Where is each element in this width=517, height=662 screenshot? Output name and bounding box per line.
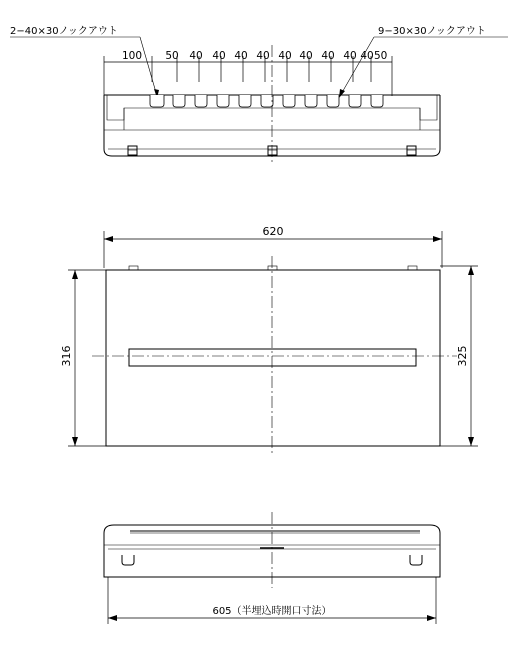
height-right-arrow-top (468, 266, 474, 275)
spacing-label: 40 (343, 50, 357, 62)
spacing-label: 40 (189, 50, 203, 62)
knockout-left-leader (140, 37, 157, 96)
height-right-arrow-bottom (468, 437, 474, 446)
spacing-label: 40 (321, 50, 335, 62)
opening-label: 605（半埋込時開口寸法） (212, 606, 332, 617)
knockout (305, 95, 317, 107)
spacing-label: 50 (374, 50, 388, 62)
height-left-arrow-bottom (72, 437, 78, 446)
knockout-right-leader (340, 37, 374, 96)
knockout-left-label: 2−40×30ノックアウト (10, 26, 118, 37)
bottom-view (104, 512, 440, 624)
knockout (195, 95, 207, 107)
knockout (261, 95, 273, 107)
height-right-label: 325 (456, 345, 469, 367)
mounting-tab-center (268, 146, 277, 155)
spacing-label: 40 (256, 50, 270, 62)
width-label: 620 (262, 225, 284, 238)
knockout (371, 95, 383, 107)
front-view (60, 225, 478, 456)
knockout (150, 95, 164, 107)
knockout (217, 95, 229, 107)
top-clip-right (408, 266, 417, 270)
width-arrow-left (104, 236, 113, 242)
knockout (327, 95, 339, 107)
bottom-foot-left (122, 555, 134, 565)
top-clip-left (129, 266, 138, 270)
bottom-foot-right (410, 555, 422, 565)
spacing-label: 40 (299, 50, 313, 62)
width-arrow-right (433, 236, 442, 242)
spacing-label: 50 (165, 50, 179, 62)
height-left-label: 316 (60, 345, 73, 367)
knockout (239, 95, 251, 107)
spacing-label: 40 (360, 50, 374, 62)
spacing-label: 40 (212, 50, 226, 62)
opening-arrow-right (427, 615, 436, 621)
knockout-right-label: 9−30×30ノックアウト (378, 26, 486, 37)
knockout-right-leader-arrow (339, 89, 345, 98)
mounting-tab-left (128, 146, 137, 155)
knockout (283, 95, 295, 107)
knockout-row (150, 95, 383, 107)
front-panel (106, 270, 440, 446)
spacing-labels (122, 50, 387, 62)
spacing-label: 100 (121, 50, 143, 62)
mounting-tab-right (407, 146, 416, 155)
opening-arrow-left (108, 615, 117, 621)
spacing-label: 40 (278, 50, 292, 62)
spacing-label: 40 (234, 50, 248, 62)
knockout (173, 95, 185, 107)
breaker-window (129, 349, 416, 366)
top-view (10, 25, 508, 162)
top-clip-center (268, 266, 277, 270)
height-left-arrow-top (72, 270, 78, 279)
knockout (349, 95, 361, 107)
